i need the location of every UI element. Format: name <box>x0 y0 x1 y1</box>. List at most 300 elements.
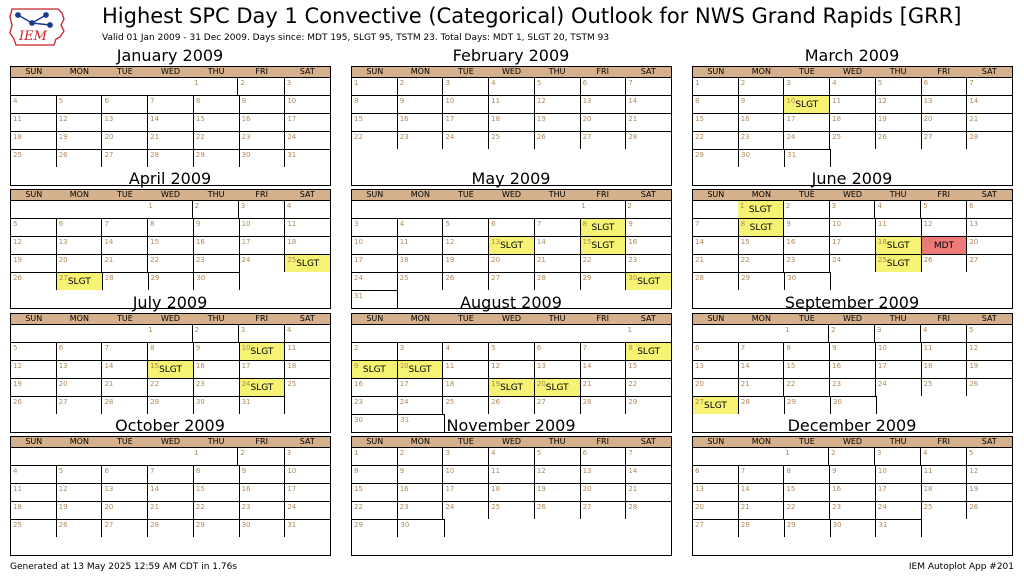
day-cell <box>738 200 784 218</box>
day-number: 8 <box>195 467 201 475</box>
day-number: 10 <box>399 362 409 370</box>
month-title: January 2009 <box>116 46 224 65</box>
month-title: June 2009 <box>811 169 893 188</box>
outlook-label: SLGT <box>67 277 91 287</box>
day-number: 5 <box>536 449 542 457</box>
day-number: 23 <box>786 256 796 264</box>
day-cell <box>102 501 148 519</box>
day-cell <box>489 113 535 131</box>
day-number: 11 <box>287 344 297 352</box>
day-number: 4 <box>491 79 496 87</box>
day-cell <box>830 378 876 396</box>
day-number: 19 <box>491 380 501 388</box>
day-cell <box>102 95 148 113</box>
day-number: 1 <box>148 326 153 334</box>
day-number: 4 <box>923 326 928 334</box>
day-number: 23 <box>195 256 205 264</box>
weekday-label: SUN <box>25 67 43 76</box>
day-cell <box>739 149 785 167</box>
day-number: 6 <box>969 202 974 210</box>
day-number: 30 <box>741 151 751 159</box>
day-number: 20 <box>104 133 114 141</box>
day-number: 1 <box>194 79 199 87</box>
day-number: 14 <box>695 238 704 246</box>
day-cell <box>148 218 194 236</box>
day-cell <box>693 113 739 131</box>
empty-cell <box>11 537 57 555</box>
day-cell <box>11 254 57 272</box>
day-number: 25 <box>923 503 933 511</box>
empty-cell <box>56 447 101 465</box>
empty-cell <box>193 537 239 555</box>
day-cell <box>352 483 398 501</box>
outlook-label: SLGT <box>500 241 523 251</box>
day-number: 8 <box>150 344 155 352</box>
weekday-label: THU <box>548 437 566 446</box>
day-cell <box>352 378 398 396</box>
day-number: 8 <box>195 97 201 105</box>
day-number: 15 <box>582 238 592 246</box>
day-number: 11 <box>923 344 933 352</box>
day-number: 10 <box>877 344 887 352</box>
day-number: 30 <box>628 274 638 282</box>
day-cell <box>102 465 148 483</box>
day-number: 16 <box>740 115 750 123</box>
day-number: 9 <box>241 97 247 105</box>
day-cell <box>194 218 240 236</box>
day-number: 10 <box>832 220 842 228</box>
generated-timestamp: Generated at 13 May 2025 12:59 AM CDT in 1.76s <box>10 562 238 572</box>
day-cell <box>967 360 1013 378</box>
day-cell <box>693 149 739 167</box>
weekday-header <box>352 66 672 77</box>
week-row <box>352 200 672 218</box>
day-cell <box>625 324 672 342</box>
weekday-label: WED <box>160 437 181 446</box>
day-cell <box>626 501 672 519</box>
outlook-label: SLGT <box>591 241 615 251</box>
day-cell <box>876 360 922 378</box>
day-cell <box>148 483 194 501</box>
week-row <box>11 396 331 414</box>
day-number: 24 <box>287 503 297 511</box>
day-number: 30 <box>400 521 410 529</box>
outlook-label: SLGT <box>159 365 182 375</box>
day-number: 22 <box>628 380 638 388</box>
week-row <box>11 236 331 254</box>
empty-cell <box>738 324 783 342</box>
day-number: 27 <box>104 521 114 529</box>
day-cell <box>784 501 830 519</box>
day-number: 27 <box>58 398 68 406</box>
day-cell <box>57 218 103 236</box>
week-row <box>693 131 1013 149</box>
weekday-label: SAT <box>981 190 997 199</box>
day-cell <box>194 465 240 483</box>
weekday-label: SAT <box>299 314 315 323</box>
day-cell <box>784 77 830 95</box>
empty-cell <box>693 537 739 555</box>
weekday-label: SUN <box>25 190 43 199</box>
day-number: 27 <box>582 503 592 511</box>
day-number: 20 <box>695 503 704 511</box>
day-cell <box>285 254 331 272</box>
day-cell <box>148 131 194 149</box>
weekday-label: TUE <box>458 190 474 199</box>
day-number: 19 <box>536 485 546 493</box>
month-title: September 2009 <box>784 293 920 312</box>
day-number: 1 <box>148 202 153 210</box>
day-cell <box>194 254 240 272</box>
weekday-label: WED <box>160 314 181 323</box>
day-number: 20 <box>536 380 546 388</box>
day-number: 18 <box>491 485 501 493</box>
day-number: 24 <box>287 133 297 141</box>
empty-cell <box>967 149 1013 167</box>
day-cell <box>922 465 968 483</box>
day-cell <box>535 396 581 414</box>
day-number: 7 <box>104 344 109 352</box>
day-cell <box>11 378 57 396</box>
day-number: 7 <box>536 220 542 228</box>
day-cell <box>581 342 627 360</box>
weekday-label: WED <box>160 190 181 199</box>
month-grid <box>351 189 672 309</box>
day-cell <box>535 218 581 236</box>
day-cell <box>784 218 830 236</box>
day-number: 7 <box>740 344 746 352</box>
week-row <box>352 537 672 555</box>
day-number: 22 <box>354 133 363 141</box>
day-cell <box>398 501 444 519</box>
day-cell <box>967 447 1013 465</box>
day-cell <box>398 236 444 254</box>
day-number: 1 <box>354 79 359 87</box>
day-number: 17 <box>399 380 409 388</box>
day-number: 17 <box>877 362 887 370</box>
day-cell <box>784 342 830 360</box>
day-cell <box>192 77 238 95</box>
weekday-label: THU <box>889 67 907 76</box>
day-number: 26 <box>58 521 68 529</box>
day-cell <box>239 200 285 218</box>
month-grid <box>10 436 331 556</box>
day-number: 13 <box>536 362 546 370</box>
day-cell <box>194 236 240 254</box>
day-cell <box>876 236 922 254</box>
day-cell <box>102 254 148 272</box>
day-cell <box>581 501 627 519</box>
outlook-label: SLGT <box>591 223 615 233</box>
day-number: 17 <box>241 238 251 246</box>
day-number: 13 <box>58 238 68 246</box>
day-number: 17 <box>354 256 363 264</box>
day-cell <box>443 342 489 360</box>
day-cell <box>146 200 192 218</box>
day-number: 30 <box>195 398 205 406</box>
empty-cell <box>102 447 147 465</box>
empty-cell <box>580 149 626 167</box>
empty-cell <box>102 537 148 555</box>
day-number: 3 <box>831 202 837 210</box>
day-number: 13 <box>695 362 704 370</box>
day-number: 3 <box>445 79 450 87</box>
day-number: 18 <box>832 115 842 123</box>
day-cell <box>57 272 103 290</box>
day-cell <box>194 378 240 396</box>
weekday-label: TUE <box>117 314 133 323</box>
day-cell <box>102 483 148 501</box>
logo-text: IEM <box>19 29 47 44</box>
day-number: 21 <box>104 256 114 264</box>
day-cell <box>443 77 489 95</box>
weekday-label: SUN <box>25 437 43 446</box>
day-number: 9 <box>628 220 633 228</box>
weekday-label: MON <box>410 67 430 76</box>
empty-cell <box>102 77 147 95</box>
day-cell <box>238 77 284 95</box>
empty-cell <box>147 447 192 465</box>
day-cell <box>489 483 535 501</box>
day-cell <box>443 396 489 414</box>
day-number: 26 <box>536 133 546 141</box>
day-cell <box>830 342 876 360</box>
day-cell <box>102 236 148 254</box>
day-cell <box>489 465 535 483</box>
day-cell <box>785 519 831 537</box>
empty-cell <box>534 324 580 342</box>
empty-cell <box>239 537 285 555</box>
day-cell <box>489 236 535 254</box>
day-cell <box>398 95 444 113</box>
day-number: 5 <box>13 220 18 228</box>
weekday-label: FRI <box>255 190 268 199</box>
day-cell <box>535 236 581 254</box>
day-number: 21 <box>740 503 750 511</box>
day-number: 2 <box>399 449 405 457</box>
day-cell <box>285 77 331 95</box>
day-cell <box>626 465 672 483</box>
day-number: 5 <box>58 97 64 105</box>
day-cell <box>193 324 239 342</box>
day-cell <box>967 218 1013 236</box>
day-number: 31 <box>241 398 251 406</box>
day-cell <box>626 342 672 360</box>
day-cell <box>739 378 785 396</box>
day-number: 3 <box>354 220 359 228</box>
day-number: 6 <box>582 79 588 87</box>
day-cell <box>693 236 739 254</box>
day-number: 10 <box>354 238 363 246</box>
day-cell <box>352 77 398 95</box>
day-cell <box>240 218 286 236</box>
day-cell <box>398 254 444 272</box>
day-cell <box>352 254 398 272</box>
weekday-header <box>11 189 331 200</box>
day-cell <box>784 254 830 272</box>
day-number: 4 <box>13 467 18 475</box>
day-number: 20 <box>491 256 501 264</box>
day-cell <box>876 465 922 483</box>
empty-cell <box>352 324 398 342</box>
week-row <box>11 149 331 167</box>
day-number: 5 <box>969 449 974 457</box>
day-number: 29 <box>150 274 160 282</box>
day-number: 21 <box>104 380 114 388</box>
weekday-label: TUE <box>117 67 133 76</box>
day-number: 12 <box>491 362 501 370</box>
day-cell <box>194 113 240 131</box>
day-number: 2 <box>194 326 200 334</box>
day-cell <box>240 254 286 272</box>
day-number: 27 <box>104 151 114 159</box>
weekday-label: FRI <box>937 190 950 199</box>
week-row <box>693 149 1013 167</box>
day-number: 30 <box>833 398 842 406</box>
empty-cell <box>831 149 876 167</box>
weekday-label: SAT <box>981 314 997 323</box>
day-number: 12 <box>13 362 22 370</box>
day-number: 14 <box>150 115 160 123</box>
day-number: 22 <box>150 380 160 388</box>
day-number: 10 <box>287 467 297 475</box>
day-number: 17 <box>877 485 887 493</box>
day-cell <box>398 378 444 396</box>
day-cell <box>921 324 967 342</box>
day-number: 7 <box>582 344 588 352</box>
day-cell <box>239 324 285 342</box>
weekday-label: SAT <box>299 67 315 76</box>
week-row <box>352 360 672 378</box>
weekday-label: SUN <box>366 314 384 323</box>
day-cell <box>693 272 739 290</box>
outlook-label: SLGT <box>296 259 320 269</box>
day-number: 23 <box>740 133 750 141</box>
weekday-header <box>693 436 1013 447</box>
weekday-label: FRI <box>937 437 950 446</box>
day-number: 7 <box>150 467 155 475</box>
iem-logo <box>6 5 68 49</box>
day-number: 29 <box>628 398 638 406</box>
day-cell <box>57 519 103 537</box>
day-cell <box>831 519 877 537</box>
week-row <box>11 465 331 483</box>
empty-cell <box>488 200 533 218</box>
empty-cell <box>147 77 192 95</box>
month-grid <box>10 313 331 433</box>
day-cell <box>194 396 240 414</box>
day-number: 19 <box>58 503 68 511</box>
empty-cell <box>921 537 967 555</box>
day-number: 6 <box>923 79 929 87</box>
day-cell <box>148 465 194 483</box>
day-number: 27 <box>491 274 501 282</box>
day-cell <box>739 501 785 519</box>
day-cell <box>149 272 195 290</box>
day-cell <box>11 483 57 501</box>
day-number: 12 <box>536 467 546 475</box>
day-number: 17 <box>786 115 796 123</box>
weekday-label: THU <box>548 314 566 323</box>
week-row <box>11 77 331 95</box>
day-number: 13 <box>104 485 114 493</box>
day-number: 22 <box>740 256 750 264</box>
day-cell <box>875 200 921 218</box>
day-cell <box>626 483 672 501</box>
day-number: 12 <box>58 485 68 493</box>
day-number: 16 <box>195 362 205 370</box>
week-row <box>352 483 672 501</box>
day-cell <box>535 447 581 465</box>
day-number: 18 <box>445 380 455 388</box>
empty-cell <box>397 200 442 218</box>
empty-cell <box>284 537 331 555</box>
weekday-label: TUE <box>458 437 474 446</box>
chart-title: Highest SPC Day 1 Convective (Categorical) Outlook for NWS Grand Rapids [GRR] <box>102 4 962 28</box>
empty-cell <box>626 519 672 537</box>
day-cell <box>626 77 672 95</box>
day-cell <box>57 378 103 396</box>
day-number: 30 <box>787 274 797 282</box>
day-cell <box>876 113 922 131</box>
day-cell <box>922 95 968 113</box>
empty-cell <box>489 149 535 167</box>
empty-cell <box>534 149 580 167</box>
day-number: 28 <box>628 503 638 511</box>
day-cell <box>146 324 192 342</box>
day-cell <box>876 483 922 501</box>
day-cell <box>398 77 444 95</box>
day-number: 24 <box>241 256 251 264</box>
day-cell <box>11 149 57 167</box>
week-row <box>693 360 1013 378</box>
empty-cell <box>693 200 738 218</box>
week-row <box>352 149 672 167</box>
day-number: 16 <box>354 380 363 388</box>
day-number: 1 <box>785 449 790 457</box>
weekday-label: TUE <box>117 437 133 446</box>
weekday-label: TUE <box>117 190 133 199</box>
day-cell <box>626 236 672 254</box>
day-number: 14 <box>628 467 638 475</box>
day-number: 11 <box>399 238 409 246</box>
day-number: 9 <box>195 344 201 352</box>
day-cell <box>693 519 739 537</box>
day-cell <box>922 360 968 378</box>
week-row <box>11 378 331 396</box>
day-number: 24 <box>832 256 842 264</box>
weekday-label: MON <box>751 190 771 199</box>
day-number: 2 <box>831 326 836 334</box>
day-number: 13 <box>58 362 68 370</box>
day-number: 14 <box>536 238 546 246</box>
day-number: 22 <box>354 503 363 511</box>
day-number: 13 <box>582 467 592 475</box>
week-row <box>693 378 1013 396</box>
week-row <box>693 236 1013 254</box>
week-row <box>352 465 672 483</box>
empty-cell <box>11 447 56 465</box>
day-number: 14 <box>104 362 114 370</box>
week-row <box>11 218 331 236</box>
day-number: 28 <box>740 521 750 529</box>
day-cell <box>739 465 785 483</box>
day-cell <box>626 218 672 236</box>
day-cell <box>148 113 194 131</box>
day-number: 19 <box>445 256 455 264</box>
day-number: 19 <box>877 115 887 123</box>
day-cell <box>192 447 238 465</box>
